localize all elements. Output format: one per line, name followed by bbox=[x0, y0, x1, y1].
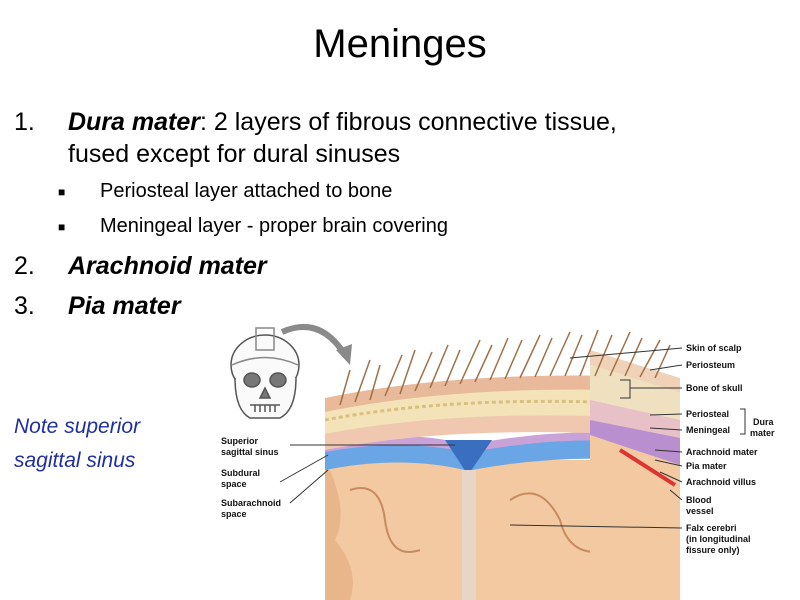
sub-item-text: Meningeal layer - proper brain covering bbox=[100, 215, 448, 237]
bullet-icon: ■ bbox=[58, 184, 66, 199]
list-item-pia-mater bbox=[14, 290, 181, 322]
label-fissure-only: fissure only) bbox=[686, 545, 740, 555]
labels-right bbox=[686, 343, 775, 555]
sub-item-periosteal bbox=[58, 178, 392, 205]
label-blood: Blood bbox=[686, 495, 712, 505]
label-mater: mater bbox=[750, 428, 775, 438]
label-arachnoid-villus: Arachnoid villus bbox=[686, 477, 757, 487]
label-dura: Dura bbox=[753, 417, 774, 427]
dura-description-cont: fused except for dural sinuses bbox=[68, 140, 401, 168]
note-line-2: sagittal sinus bbox=[14, 449, 136, 472]
note-line-1: Note superior bbox=[14, 415, 141, 438]
list-number: 2. bbox=[14, 252, 35, 280]
bullet-icon: ■ bbox=[58, 219, 66, 234]
note-text bbox=[14, 410, 140, 478]
skull-icon bbox=[231, 328, 299, 418]
label-periosteal: Periosteal bbox=[686, 409, 730, 419]
label-superior: Superior bbox=[221, 436, 259, 446]
term-pia-mater: Pia mater bbox=[68, 292, 181, 320]
list-item-arachnoid-mater bbox=[14, 250, 267, 282]
list-number: 3. bbox=[14, 292, 35, 320]
label-falx-cerebri: Falx cerebri bbox=[686, 523, 737, 533]
label-sagittal-sinus: sagittal sinus bbox=[221, 447, 279, 457]
label-subdural-space: space bbox=[221, 479, 247, 489]
label-in-longitudinal: (in longitudinal bbox=[686, 534, 751, 544]
sub-item-text: Periosteal layer attached to bone bbox=[100, 180, 393, 202]
label-vessel: vessel bbox=[686, 506, 714, 516]
slide-title: Meninges bbox=[313, 22, 487, 66]
term-dura-mater: Dura mater bbox=[68, 108, 200, 136]
label-skin-of-scalp: Skin of scalp bbox=[686, 343, 742, 353]
label-periosteum: Periosteum bbox=[686, 360, 736, 370]
labels-left bbox=[221, 436, 281, 519]
label-subarachnoid-space: space bbox=[221, 509, 247, 519]
label-subarachnoid: Subarachnoid bbox=[221, 498, 282, 508]
list-number: 1. bbox=[14, 108, 35, 136]
label-meningeal: Meningeal bbox=[686, 425, 731, 435]
list-item-dura-mater bbox=[14, 106, 617, 168]
sub-item-meningeal bbox=[58, 213, 448, 240]
meninges-diagram bbox=[210, 310, 800, 600]
label-arachnoid-mater: Arachnoid mater bbox=[686, 447, 758, 457]
label-bone-of-skull: Bone of skull bbox=[686, 383, 743, 393]
tissue-block bbox=[325, 330, 680, 600]
dura-description: : 2 layers of fibrous connective tissue, bbox=[200, 108, 617, 136]
term-arachnoid-mater: Arachnoid mater bbox=[68, 252, 267, 280]
label-pia-mater: Pia mater bbox=[686, 461, 727, 471]
label-subdural: Subdural bbox=[221, 468, 261, 478]
